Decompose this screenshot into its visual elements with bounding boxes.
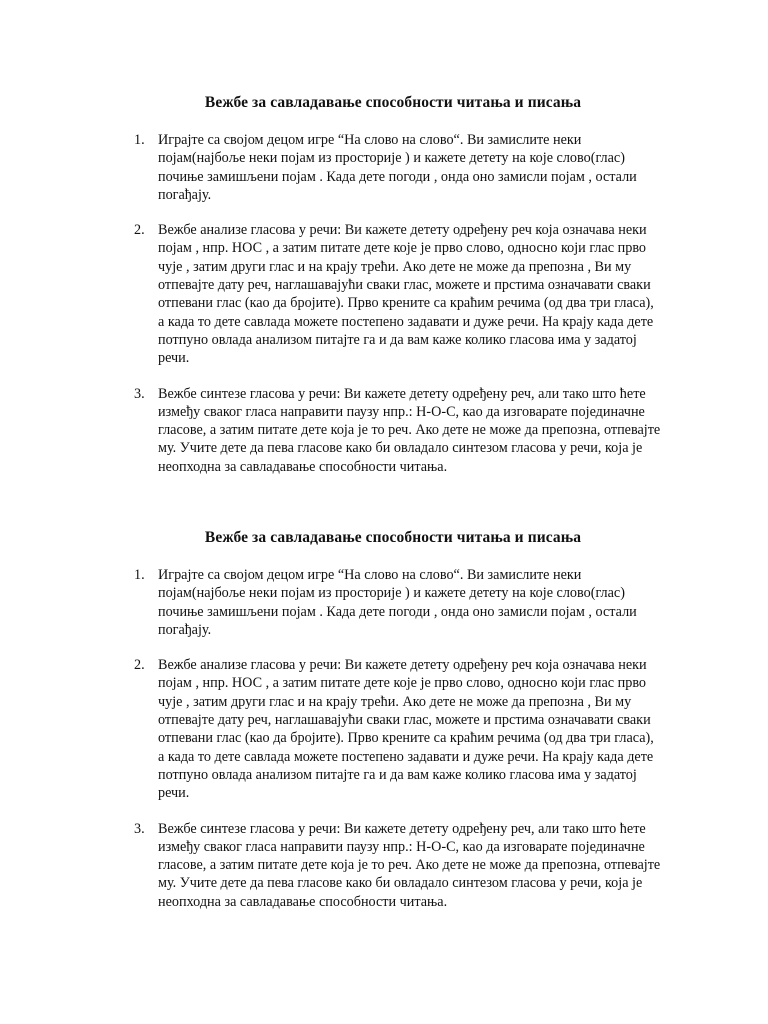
item-number: 1. — [134, 567, 145, 583]
list-item — [0, 566, 663, 639]
item-text: Играјте са својом децом игре “На слово на слово“. Ви замислите неки појам(најбоље неки појам из просторије ) и кажете детету на које слово(глас) почиње замишљени појам . Када дете погоди , онда оно замисли појам , остали погађају. — [158, 132, 637, 203]
item-number: 3. — [134, 385, 145, 402]
list-item — [0, 820, 663, 911]
item-text: Вежбе синтезе гласова у речи: Ви кажете детету одређену реч, али тако што ћете између сваког гласа направити паузу нпр.: Н-О-С, као да изговарате појединачне гласове, а затим питате дете која је то реч. Ако дете не може да препозна, отпевајте му. Учите дете да пева гласове како би овладало синтезом гласова у речи, која је неопходна за савладавање способности читања. — [158, 820, 661, 910]
list-item — [0, 131, 663, 204]
exercise-section — [0, 93, 768, 493]
item-text: Вежбе синтезе гласова у речи: Ви кажете детету одређену реч, али тако што ћете између сваког гласа направити паузу нпр.: Н-О-С, као да изговарате појединачне гласове, а затим питате дете која је то реч. Ако дете не може да препозна, отпевајте му. Учите дете да пева гласове како би овладало синтезом гласова у речи, која је неопходна за савладавање способности читања. — [158, 385, 661, 475]
exercise-list — [0, 566, 768, 911]
exercise-list — [0, 131, 768, 476]
item-number: 2. — [134, 222, 145, 239]
item-number: 1. — [134, 132, 145, 148]
item-number: 2. — [134, 657, 145, 674]
exercise-section — [0, 528, 768, 928]
item-text: Играјте са својом децом игре “На слово на слово“. Ви замислите неки појам(најбоље неки појам из просторије ) и кажете детету на које слово(глас) почиње замишљени појам . Када дете погоди , онда оно замисли појам , остали погађају. — [158, 567, 637, 638]
section-title: Вежбе за савладавање способности читања и писања — [204, 94, 582, 111]
list-item — [0, 221, 663, 367]
item-text: Вежбе анализе гласова у речи: Ви кажете детету одређену реч која означава неки појам , нпр. НОС , а затим питате дете које је прво слово, односно који глас прво чује , затим други глас и на крају трећи. Ако дете не може да препозна , Ви му отпевајте дату реч, наглашавајући сваки глас, можете и прстима означавати сваки отпевани глас (као да бројите). Прво кренитe са краћим речима (од два три гласа), а када то дете савлада можете постепено задавати и дуже речи. На крају када дете потпуно овлада анализом питајте га и да вам каже колико гласова има у задатој речи. — [158, 222, 654, 367]
list-item — [0, 385, 663, 476]
item-text: Вежбе анализе гласова у речи: Ви кажете детету одређену реч која означава неки појам , нпр. НОС , а затим питате дете које је прво слово, односно који глас прво чује , затим други глас и на крају трећи. Ако дете не може да препозна , Ви му отпевајте дату реч, наглашавајући сваки глас, можете и прстима означавати сваки отпевани глас (као да бројите). Прво кренитe са краћим речима (од два три гласа), а када то дете савлада можете постепено задавати и дуже речи. На крају када дете потпуно овлада анализом питајте га и да вам каже колико гласова има у задатој речи. — [158, 657, 654, 802]
section-title: Вежбе за савладавање способности читања и писања — [204, 529, 582, 546]
item-number: 3. — [134, 820, 145, 837]
list-item — [0, 656, 663, 802]
